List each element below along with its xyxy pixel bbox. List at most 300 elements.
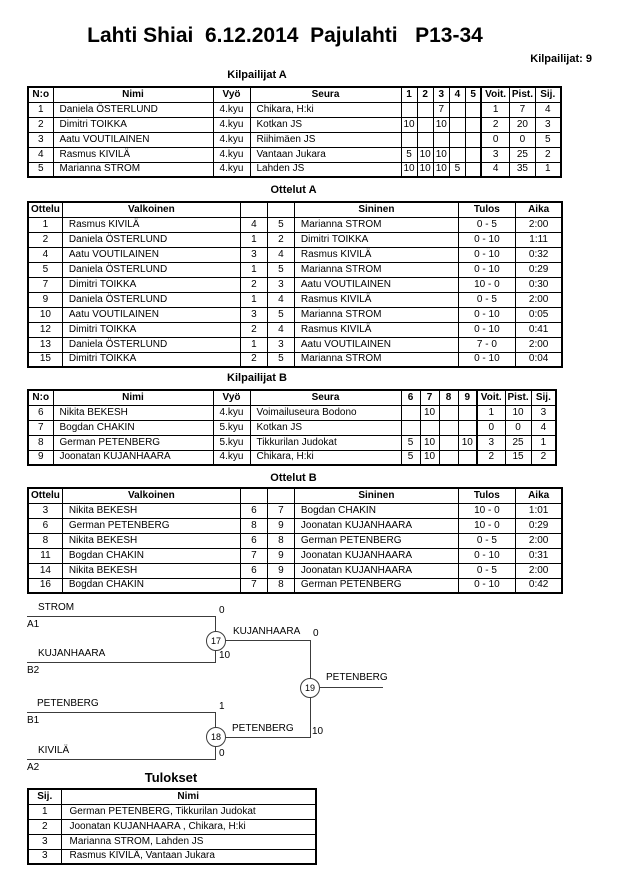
column-header: 4 <box>449 87 465 102</box>
column-header: Valkoinen <box>62 202 240 217</box>
table-cell: 13 <box>28 337 62 352</box>
table-cell: 3 <box>28 834 61 849</box>
table-cell: 4 <box>240 217 267 232</box>
table-cell: 7 <box>28 277 62 292</box>
table-cell: Kotkan JS <box>250 420 401 435</box>
column-header: N:o <box>28 87 53 102</box>
table-cell: 5 <box>536 132 561 147</box>
table-cell: 0:29 <box>515 262 562 277</box>
table-cell: 2 <box>536 147 561 162</box>
column-header: Nimi <box>53 390 213 405</box>
column-header: 8 <box>439 390 458 405</box>
table-cell: 20 <box>509 117 535 132</box>
table-cell <box>401 132 417 147</box>
table-cell: Nikita BEKESH <box>62 533 240 548</box>
table-cell: 5 <box>267 217 294 232</box>
table-cell: 1 <box>531 435 556 450</box>
table-cell: 2:00 <box>515 563 562 578</box>
table-row <box>28 352 562 367</box>
semi2-match-circle: 18 <box>206 727 226 747</box>
table-cell: 10 <box>433 147 449 162</box>
table-cell: 9 <box>28 292 62 307</box>
table-cell: 25 <box>505 435 531 450</box>
table-cell: 0:41 <box>515 322 562 337</box>
table-cell: 2:00 <box>515 217 562 232</box>
table-row <box>28 217 562 232</box>
table-cell: 2 <box>240 352 267 367</box>
table-cell <box>420 420 439 435</box>
semi2-winner-score: 10 <box>312 726 324 737</box>
bracket-line <box>216 640 310 641</box>
semi1-top-name: STROM <box>38 602 75 613</box>
table-row <box>28 420 556 435</box>
table-cell: 0 - 10 <box>458 322 515 337</box>
table-cell <box>449 132 465 147</box>
table-cell: 1 <box>240 232 267 247</box>
table-cell: 10 <box>420 435 439 450</box>
table-row <box>28 503 562 518</box>
table-cell: 8 <box>28 533 62 548</box>
table-cell <box>417 117 433 132</box>
column-header: Voit. <box>477 390 505 405</box>
header-row <box>28 202 562 217</box>
table-cell: 0 - 10 <box>458 232 515 247</box>
table-cell: 2 <box>240 277 267 292</box>
table-cell: 2 <box>240 322 267 337</box>
final-match-circle: 19 <box>300 678 320 698</box>
table-cell: Tikkurilan Judokat <box>250 435 401 450</box>
column-header: Tulos <box>458 488 515 503</box>
semi2-bottom-score: 0 <box>219 748 225 759</box>
bracket-line <box>27 759 215 760</box>
column-header: Pist. <box>505 390 531 405</box>
table-cell <box>439 450 458 465</box>
table-cell: German PETENBERG <box>53 435 213 450</box>
table-cell: 5.kyu <box>213 435 250 450</box>
column-header: Vyö <box>213 390 250 405</box>
table-cell: Rasmus KIVILÄ <box>53 147 213 162</box>
table-cell: 1 <box>477 405 505 420</box>
table-cell: 2 <box>481 117 509 132</box>
table-cell: Rasmus KIVILÄ, Vantaan Jukara <box>61 849 316 864</box>
table-cell: Aatu VOUTILAINEN <box>53 132 213 147</box>
column-header <box>267 202 294 217</box>
table-row <box>28 435 556 450</box>
table-cell: 1 <box>240 292 267 307</box>
table-cell: 1 <box>481 102 509 117</box>
table-cell: Kotkan JS <box>250 117 401 132</box>
table-cell: 10 <box>433 117 449 132</box>
matches-a-table <box>27 201 563 368</box>
table-cell: Daniela ÖSTERLUND <box>53 102 213 117</box>
matches-b-table <box>27 487 563 594</box>
table-row <box>28 849 316 864</box>
table-cell: Nikita BEKESH <box>62 503 240 518</box>
table-cell: 1 <box>536 162 561 177</box>
table-cell <box>449 117 465 132</box>
table-cell: 4 <box>267 322 294 337</box>
column-header: 9 <box>458 390 477 405</box>
table-cell: 5 <box>449 162 465 177</box>
table-row <box>28 162 561 177</box>
table-cell: Aatu VOUTILAINEN <box>62 307 240 322</box>
table-cell: 10 <box>420 405 439 420</box>
table-cell: 7 - 0 <box>458 337 515 352</box>
header-row <box>28 789 316 804</box>
table-cell: Daniela ÖSTERLUND <box>62 262 240 277</box>
table-cell: 2:00 <box>515 533 562 548</box>
column-header: Seura <box>250 87 401 102</box>
table-cell: 10 <box>417 162 433 177</box>
table-cell: 4 <box>28 147 53 162</box>
table-cell <box>439 435 458 450</box>
table-cell: 1 <box>28 217 62 232</box>
table-cell: 9 <box>267 563 294 578</box>
table-row <box>28 337 562 352</box>
table-cell: 6 <box>240 503 267 518</box>
table-cell: Bogdan CHAKIN <box>294 503 458 518</box>
column-header: Sij. <box>536 87 561 102</box>
column-header: Sininen <box>294 488 458 503</box>
column-header <box>240 488 267 503</box>
table-cell: 2 <box>28 117 53 132</box>
table-cell: Lahden JS <box>250 162 401 177</box>
table-cell: 4 <box>267 247 294 262</box>
table-row <box>28 819 316 834</box>
table-cell: 4 <box>481 162 509 177</box>
table-cell <box>417 132 433 147</box>
table-cell <box>458 405 477 420</box>
table-cell: Vantaan Jukara <box>250 147 401 162</box>
table-row <box>28 578 562 593</box>
table-cell: Daniela ÖSTERLUND <box>62 232 240 247</box>
table-cell: 10 - 0 <box>458 503 515 518</box>
bracket-line <box>320 687 383 688</box>
table-cell: 9 <box>28 450 53 465</box>
column-header: Vyö <box>213 87 250 102</box>
table-cell: 5 <box>401 435 420 450</box>
table-cell: 2 <box>267 232 294 247</box>
table-cell: 0:30 <box>515 277 562 292</box>
table-cell: 2 <box>477 450 505 465</box>
table-cell <box>449 147 465 162</box>
table-cell: 5 <box>28 262 62 277</box>
table-cell: Riihimäen JS <box>250 132 401 147</box>
table-row <box>28 548 562 563</box>
table-cell: 0 - 5 <box>458 563 515 578</box>
table-cell: Marianna STROM <box>294 217 458 232</box>
table-cell: 10 <box>401 162 417 177</box>
table-cell: 0 <box>509 132 535 147</box>
table-cell: 1 <box>240 337 267 352</box>
table-cell: 3 <box>28 849 61 864</box>
table-cell: 5 <box>267 262 294 277</box>
table-cell <box>465 147 481 162</box>
table-row <box>28 450 556 465</box>
table-cell: Joonatan KUJANHAARA <box>294 548 458 563</box>
table-cell: 7 <box>240 548 267 563</box>
section-title-matches-a: Ottelut A <box>270 184 317 196</box>
bracket-line <box>27 662 215 663</box>
table-cell: 3 <box>240 247 267 262</box>
semi1-winner-score: 0 <box>313 628 319 639</box>
semi1-top-score: 0 <box>219 605 225 616</box>
table-cell: 2:00 <box>515 337 562 352</box>
table-cell: 14 <box>28 563 62 578</box>
table-row <box>28 804 316 819</box>
column-header: Sininen <box>294 202 458 217</box>
table-cell <box>465 162 481 177</box>
table-cell: 0:32 <box>515 247 562 262</box>
semi1-top-seed: A1 <box>27 619 40 630</box>
table-cell: 0 <box>505 420 531 435</box>
table-cell: 8 <box>267 578 294 593</box>
table-row <box>28 307 562 322</box>
table-cell: Rasmus KIVILÄ <box>294 247 458 262</box>
table-cell: 3 <box>28 132 53 147</box>
table-cell: Marianna STROM <box>294 352 458 367</box>
table-cell: 10 <box>505 405 531 420</box>
header-row <box>28 87 561 102</box>
table-cell: 0:05 <box>515 307 562 322</box>
table-cell: Bogdan CHAKIN <box>53 420 213 435</box>
header-row <box>28 390 556 405</box>
table-cell: Rasmus KIVILÄ <box>62 217 240 232</box>
semi1-winner-name: KUJANHAARA <box>233 626 301 637</box>
table-cell: 5 <box>28 162 53 177</box>
table-cell: 10 - 0 <box>458 277 515 292</box>
table-cell <box>401 405 420 420</box>
table-cell <box>417 102 433 117</box>
table-cell: 16 <box>28 578 62 593</box>
column-header: Nimi <box>61 789 316 804</box>
table-cell: Rasmus KIVILÄ <box>294 292 458 307</box>
table-cell: Daniela ÖSTERLUND <box>62 337 240 352</box>
table-cell: 4 <box>531 420 556 435</box>
table-cell: Nikita BEKESH <box>53 405 213 420</box>
table-cell: 12 <box>28 322 62 337</box>
table-cell: Bogdan CHAKIN <box>62 578 240 593</box>
table-row <box>28 232 562 247</box>
table-cell: 0 - 10 <box>458 352 515 367</box>
table-row <box>28 563 562 578</box>
table-cell: 8 <box>240 518 267 533</box>
table-cell: 1:11 <box>515 232 562 247</box>
column-header: Aika <box>515 488 562 503</box>
table-cell: German PETENBERG, Tikkurilan Judokat <box>61 804 316 819</box>
table-cell: 5 <box>267 352 294 367</box>
table-cell: 15 <box>28 352 62 367</box>
column-header: Seura <box>250 390 401 405</box>
table-cell: German PETENBERG <box>294 533 458 548</box>
table-cell: 3 <box>481 147 509 162</box>
column-header: 2 <box>417 87 433 102</box>
table-cell: 5.kyu <box>213 420 250 435</box>
table-row <box>28 247 562 262</box>
column-header: N:o <box>28 390 53 405</box>
table-cell: Joonatan KUJANHAARA , Chikara, H:ki <box>61 819 316 834</box>
table-cell: 0 - 10 <box>458 307 515 322</box>
table-row <box>28 834 316 849</box>
table-cell: 6 <box>240 533 267 548</box>
table-cell: 4 <box>28 247 62 262</box>
table-cell: Dimitri TOIKKA <box>62 352 240 367</box>
section-title-results: Tulokset <box>144 770 198 785</box>
semi2-top-score: 1 <box>219 701 225 712</box>
column-header: 1 <box>401 87 417 102</box>
table-row <box>28 117 561 132</box>
table-cell: Dimitri TOIKKA <box>62 322 240 337</box>
page-title: Lahti Shiai 6.12.2014 Pajulahti P13-34 <box>87 24 483 47</box>
table-cell: 0 <box>477 420 505 435</box>
table-cell: Marianna STROM, Lahden JS <box>61 834 316 849</box>
table-cell: Joonatan KUJANHAARA <box>294 563 458 578</box>
table-cell <box>439 420 458 435</box>
table-cell: 8 <box>28 435 53 450</box>
column-header: Pist. <box>509 87 535 102</box>
semi2-top-seed: B1 <box>27 715 40 726</box>
column-header: 3 <box>433 87 449 102</box>
table-cell: 7 <box>433 102 449 117</box>
table-row <box>28 277 562 292</box>
table-cell: Aatu VOUTILAINEN <box>62 247 240 262</box>
table-cell: 0 - 5 <box>458 292 515 307</box>
table-cell: 6 <box>28 405 53 420</box>
column-header: 5 <box>465 87 481 102</box>
column-header: Sij. <box>531 390 556 405</box>
table-cell: 0 - 5 <box>458 533 515 548</box>
table-cell: 6 <box>28 518 62 533</box>
table-row <box>28 102 561 117</box>
table-cell: 4.kyu <box>213 405 250 420</box>
semi1-match-circle: 17 <box>206 631 226 651</box>
table-cell: 4 <box>267 292 294 307</box>
table-cell: 10 <box>401 117 417 132</box>
table-row <box>28 292 562 307</box>
table-cell: 3 <box>531 405 556 420</box>
table-cell <box>465 132 481 147</box>
semi2-top-name: PETENBERG <box>37 698 99 709</box>
table-cell: 3 <box>240 307 267 322</box>
table-cell: 0 - 10 <box>458 247 515 262</box>
table-cell <box>458 420 477 435</box>
pool-b-table <box>27 389 557 466</box>
table-cell: 5 <box>401 450 420 465</box>
table-cell: Chikara, H:ki <box>250 102 401 117</box>
table-cell <box>401 102 417 117</box>
table-cell: 4.kyu <box>213 117 250 132</box>
table-row <box>28 533 562 548</box>
table-cell: 35 <box>509 162 535 177</box>
table-cell: Dimitri TOIKKA <box>294 232 458 247</box>
table-cell: Aatu VOUTILAINEN <box>294 277 458 292</box>
column-header: Ottelu <box>28 488 62 503</box>
table-cell: 3 <box>267 337 294 352</box>
table-cell: 0 <box>481 132 509 147</box>
table-cell: 10 <box>28 307 62 322</box>
table-cell <box>401 420 420 435</box>
table-cell: 0:31 <box>515 548 562 563</box>
semi2-bottom-seed: A2 <box>27 762 40 773</box>
column-header <box>240 202 267 217</box>
table-cell: 10 <box>420 450 439 465</box>
table-cell: German PETENBERG <box>294 578 458 593</box>
bracket-line <box>27 712 215 713</box>
table-cell: 3 <box>267 277 294 292</box>
table-cell: Chikara, H:ki <box>250 450 401 465</box>
table-cell: Daniela ÖSTERLUND <box>62 292 240 307</box>
semi2-winner-name: PETENBERG <box>232 723 294 734</box>
table-cell <box>465 102 481 117</box>
table-cell: 0 - 5 <box>458 217 515 232</box>
table-cell: Marianna STROM <box>294 262 458 277</box>
table-row <box>28 262 562 277</box>
table-cell: 1 <box>240 262 267 277</box>
table-cell: Marianna STROM <box>53 162 213 177</box>
table-row <box>28 322 562 337</box>
table-cell <box>433 132 449 147</box>
column-header: 6 <box>401 390 420 405</box>
table-cell: 4.kyu <box>213 147 250 162</box>
table-cell: 2:00 <box>515 292 562 307</box>
semi1-bottom-name: KUJANHAARA <box>38 648 106 659</box>
table-cell: Voimailuseura Bodono <box>250 405 401 420</box>
table-cell <box>439 405 458 420</box>
table-cell: German PETENBERG <box>62 518 240 533</box>
table-cell: 7 <box>240 578 267 593</box>
semi2-bottom-name: KIVILÄ <box>38 745 70 756</box>
table-cell: 1 <box>28 102 53 117</box>
table-cell: 25 <box>509 147 535 162</box>
table-cell: 2 <box>531 450 556 465</box>
table-cell: Joonatan KUJANHAARA <box>294 518 458 533</box>
table-cell: 3 <box>477 435 505 450</box>
table-cell: 5 <box>401 147 417 162</box>
semi1-bottom-seed: B2 <box>27 665 40 676</box>
column-header: Aika <box>515 202 562 217</box>
table-row <box>28 147 561 162</box>
table-cell: 3 <box>28 503 62 518</box>
table-cell: Dimitri TOIKKA <box>62 277 240 292</box>
pool-a-table <box>27 86 562 178</box>
semi1-bottom-score: 10 <box>219 650 231 661</box>
table-cell: 7 <box>28 420 53 435</box>
bracket-line <box>216 737 310 738</box>
table-cell: 0 - 10 <box>458 548 515 563</box>
table-cell: 7 <box>509 102 535 117</box>
table-cell: 5 <box>267 307 294 322</box>
table-cell: Dimitri TOIKKA <box>53 117 213 132</box>
column-header: Valkoinen <box>62 488 240 503</box>
table-cell: 15 <box>505 450 531 465</box>
table-cell: 9 <box>267 548 294 563</box>
table-cell: Bogdan CHAKIN <box>62 548 240 563</box>
table-cell: 1 <box>28 804 61 819</box>
table-cell: 4.kyu <box>213 102 250 117</box>
table-row <box>28 518 562 533</box>
table-cell <box>449 102 465 117</box>
table-cell: 0 - 10 <box>458 262 515 277</box>
table-cell: Nikita BEKESH <box>62 563 240 578</box>
table-row <box>28 132 561 147</box>
table-cell: 7 <box>267 503 294 518</box>
column-header: Nimi <box>53 87 213 102</box>
table-cell: 0:29 <box>515 518 562 533</box>
table-cell: 6 <box>240 563 267 578</box>
table-cell: 11 <box>28 548 62 563</box>
column-header: Ottelu <box>28 202 62 217</box>
header-row <box>28 488 562 503</box>
